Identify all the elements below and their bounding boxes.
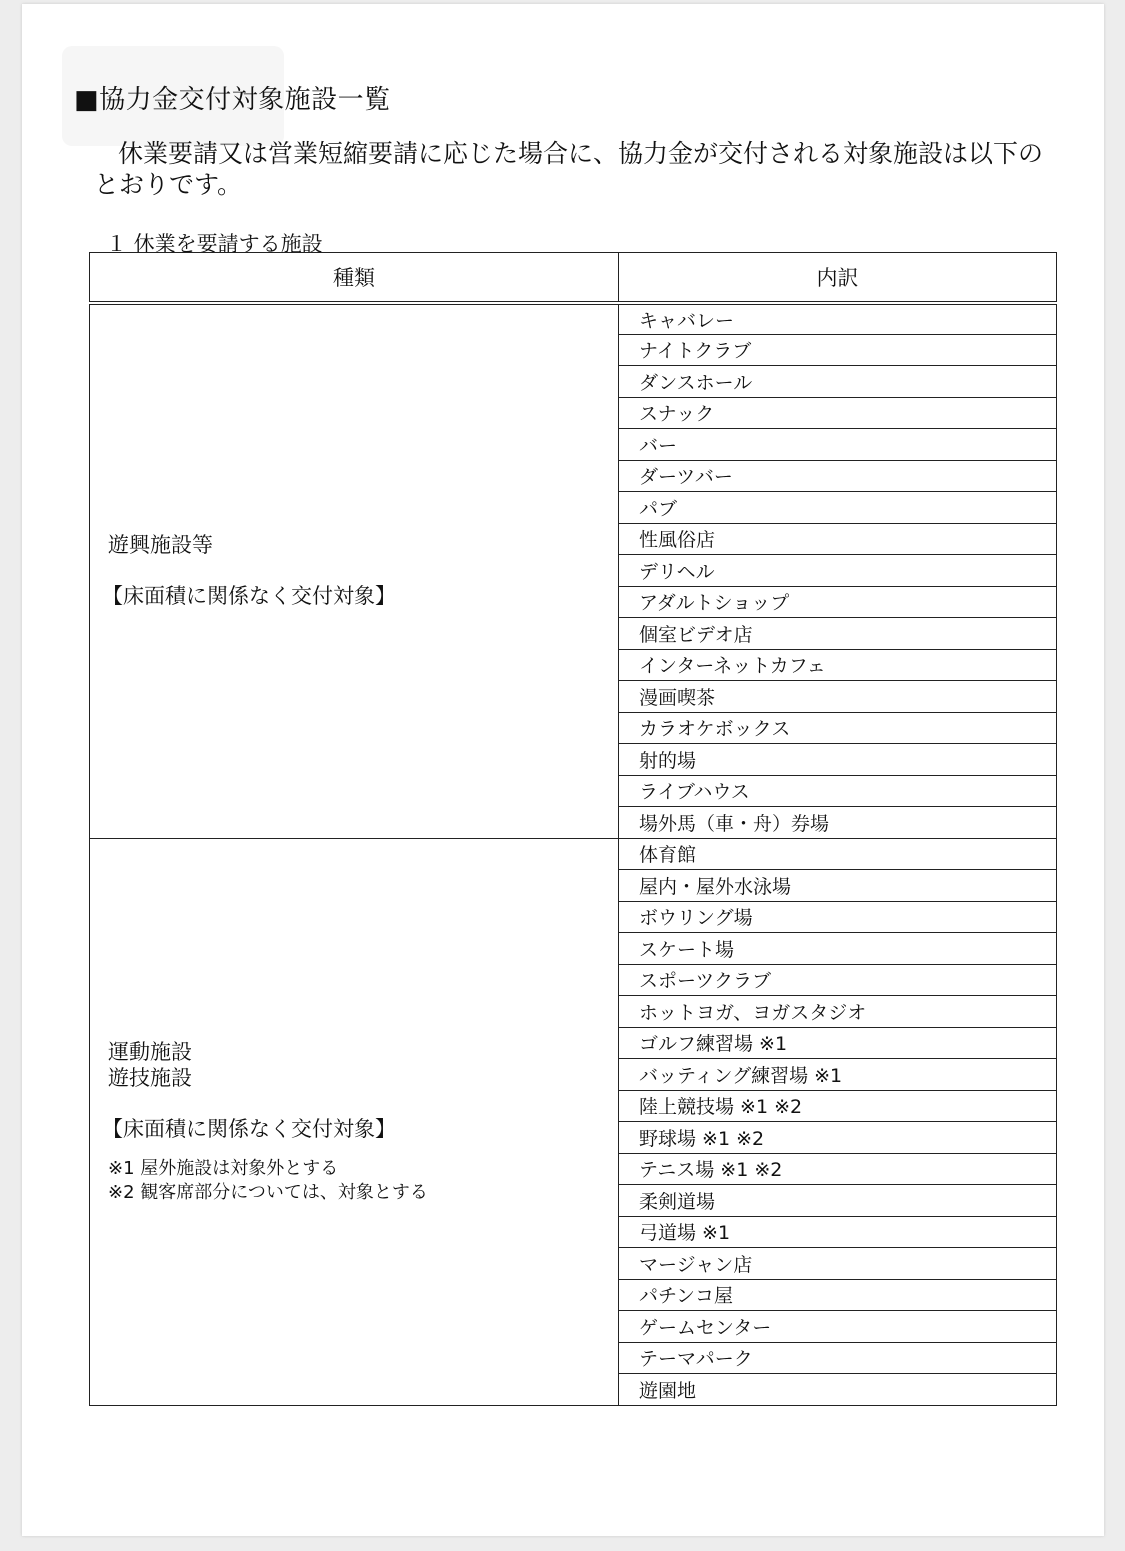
facility-item: スナック [619,397,1057,429]
category-note: 【床面積に関係なく交付対象】 [102,1116,396,1141]
facility-item: デリヘル [619,555,1057,587]
facility-item: 場外馬（車・舟）券場 [619,807,1057,839]
category-name: 遊技施設 [108,1065,192,1090]
category-cell [90,303,619,839]
facility-item: バー [619,429,1057,461]
facility-item: 屋内・屋外水泳場 [619,870,1057,902]
facility-item: ホットヨガ、ヨガスタジオ [619,996,1057,1028]
facility-item: キャバレー [619,303,1057,335]
category-cell [90,838,619,1405]
facility-item: ボウリング場 [619,901,1057,933]
category-name: 遊興施設等 [108,533,213,557]
facility-item: 体育館 [619,838,1057,870]
table-body [90,303,1057,1406]
facility-item: 柔剣道場 [619,1185,1057,1217]
facility-item: 遊園地 [619,1374,1057,1406]
facility-item: ゴルフ練習場 ※1 [619,1027,1057,1059]
intro-text: 休業要請又は営業短縮要請に応じた場合に、協力金が交付される対象施設は以下のとおりです。 [94,139,1044,199]
facility-item: ゲームセンター [619,1311,1057,1343]
facility-item: インターネットカフェ [619,649,1057,681]
facility-item: 個室ビデオ店 [619,618,1057,650]
facility-item: ナイトクラブ [619,334,1057,366]
category-note: 【床面積に関係なく交付対象】 [102,584,396,608]
facility-item: アダルトショップ [619,586,1057,618]
table-row [90,838,1057,870]
document-title: ■協力金交付対象施設一覧 [74,85,391,115]
facility-item: ダンスホール [619,366,1057,398]
category-name: 運動施設 [108,1039,192,1064]
facility-item: カラオケボックス [619,712,1057,744]
table-header-row [90,253,1057,303]
column-header-type: 種類 [90,253,619,303]
facility-item: パチンコ屋 [619,1279,1057,1311]
facility-item: ライブハウス [619,775,1057,807]
facility-item: バッティング練習場 ※1 [619,1059,1057,1091]
facility-item: テーマパーク [619,1342,1057,1374]
facility-item: 性風俗店 [619,523,1057,555]
facility-item: スケート場 [619,933,1057,965]
facility-item: 射的場 [619,744,1057,776]
category-footnote: ※2 観客席部分については、対象とする [108,1181,428,1203]
facility-item: スポーツクラブ [619,964,1057,996]
facility-item: マージャン店 [619,1248,1057,1280]
table-row [90,303,1057,335]
facility-item: 陸上競技場 ※1 ※2 [619,1090,1057,1122]
category-footnote: ※1 屋外施設は対象外とする [108,1157,339,1179]
intro-paragraph [94,138,1064,200]
facility-item: 漫画喫茶 [619,681,1057,713]
facility-item: テニス場 ※1 ※2 [619,1153,1057,1185]
facility-item: ダーツバー [619,460,1057,492]
facility-item: パブ [619,492,1057,524]
document-page [22,4,1104,1536]
facility-table [89,252,1057,1406]
facility-item: 野球場 ※1 ※2 [619,1122,1057,1154]
facility-item: 弓道場 ※1 [619,1216,1057,1248]
section-title: １ 休業を要請する施設 [106,232,323,256]
column-header-breakdown: 内訳 [619,253,1057,303]
